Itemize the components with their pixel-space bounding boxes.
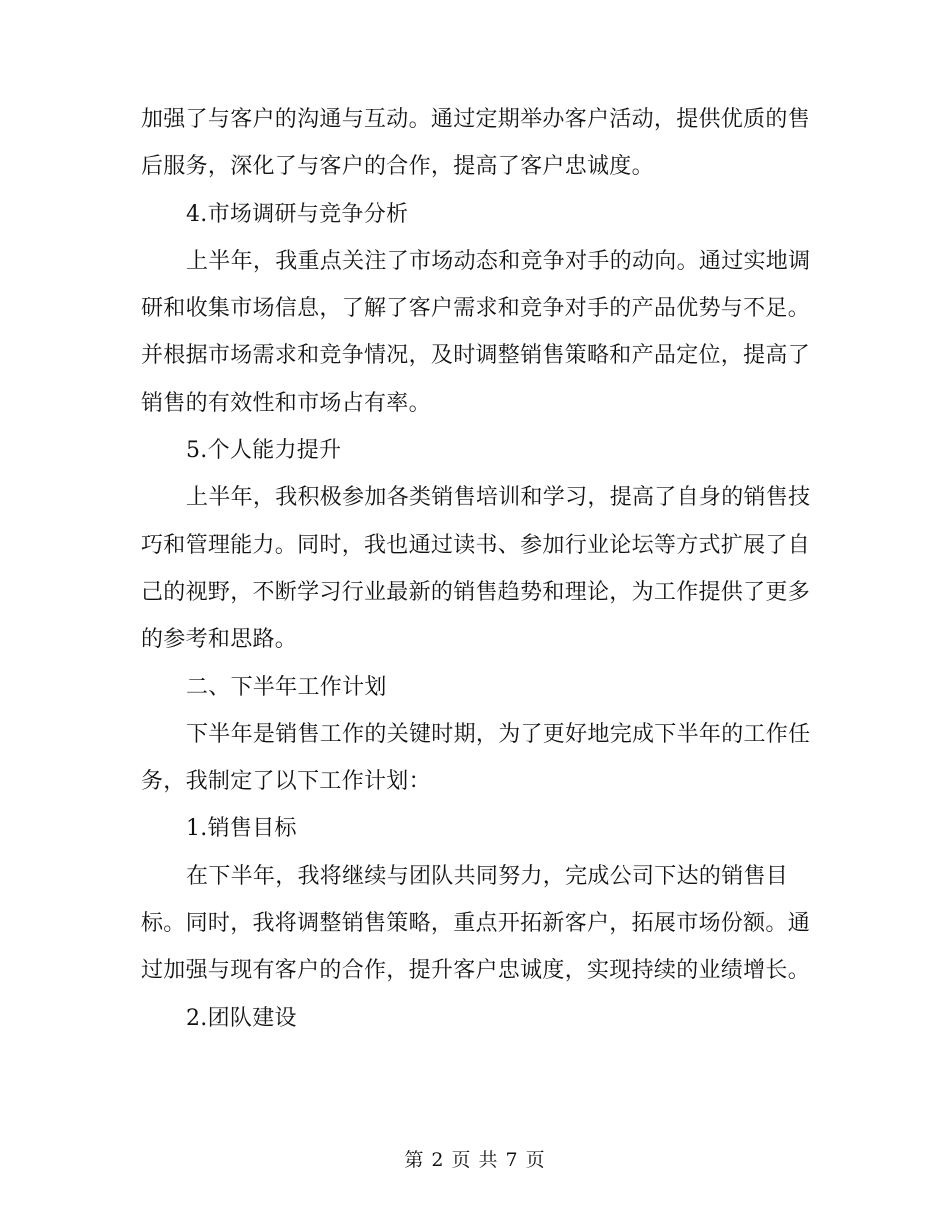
document-body xyxy=(141,96,811,1042)
section-heading: 2.团队建设 xyxy=(186,1005,297,1031)
page-number-footer: 第 2 页 共 7 页 xyxy=(404,1149,546,1171)
text-line: 在下半年，我将继续与团队共同努力，完成公司下达的销售目 xyxy=(186,863,789,889)
chapter-heading: 二、下半年工作计划 xyxy=(186,674,387,700)
text-line: 上半年，我积极参加各类销售培训和学习，提高了自身的销售技 xyxy=(186,485,811,511)
text-line: 销售的有效性和市场占有率。 xyxy=(141,390,431,416)
text-line: 并根据市场需求和竞争情况，及时调整销售策略和产品定位，提高了 xyxy=(141,343,811,369)
text-line: 研和收集市场信息，了解了客户需求和竞争对手的产品优势与不足。 xyxy=(141,296,811,322)
section-heading: 4.市场调研与竞争分析 xyxy=(186,201,409,227)
section-heading: 5.个人能力提升 xyxy=(186,438,342,464)
text-line: 的参考和思路。 xyxy=(141,627,298,653)
text-line: 加强了与客户的沟通与互动。通过定期举办客户活动，提供优质的售 xyxy=(141,107,811,132)
text-line: 务，我制定了以下工作计划： xyxy=(141,769,431,795)
text-line: 后服务，深化了与客户的合作，提高了客户忠诚度。 xyxy=(141,154,654,180)
text-line: 己的视野，不断学习行业最新的销售趋势和理论，为工作提供了更多 xyxy=(141,579,811,605)
text-line: 巧和管理能力。同时，我也通过读书、参加行业论坛等方式扩展了自 xyxy=(141,532,811,558)
section-heading: 1.销售目标 xyxy=(186,816,297,842)
text-line: 下半年是销售工作的关键时期，为了更好地完成下半年的工作任 xyxy=(186,721,811,747)
text-line: 过加强与现有客户的合作，提升客户忠诚度，实现持续的业绩增长。 xyxy=(141,958,811,984)
text-line: 上半年，我重点关注了市场动态和竞争对手的动向。通过实地调 xyxy=(186,248,811,274)
text-line: 标。同时，我将调整销售策略，重点开拓新客户，拓展市场份额。通 xyxy=(141,911,811,937)
